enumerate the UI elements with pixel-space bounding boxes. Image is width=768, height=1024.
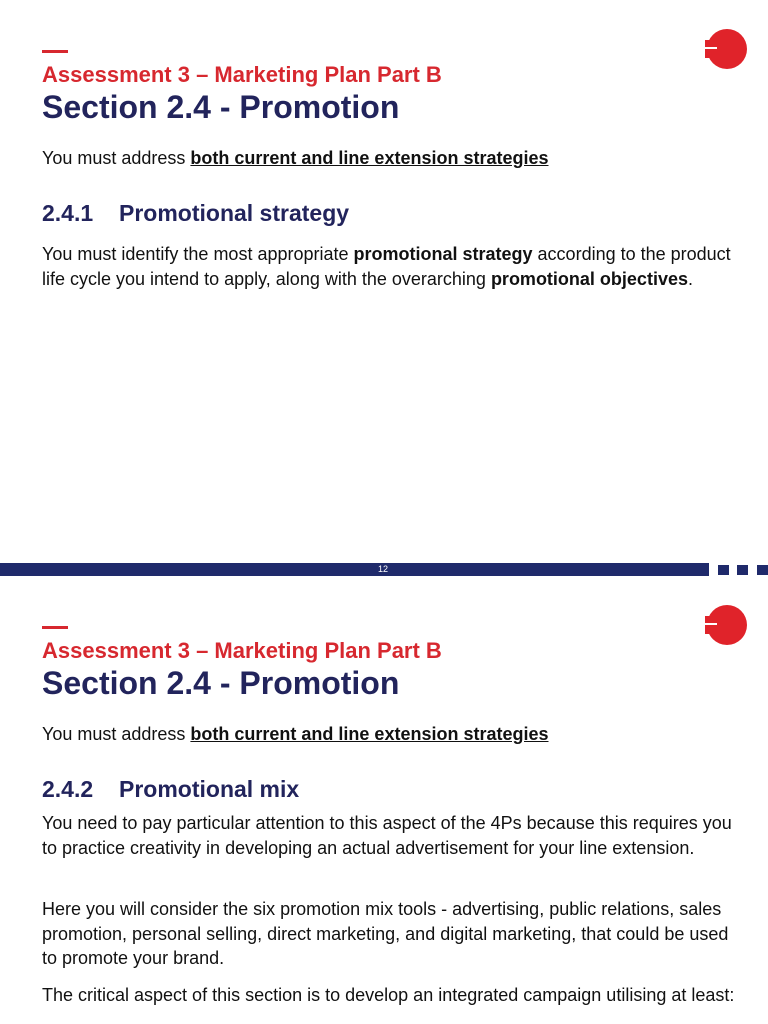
subsection-title: Promotional strategy <box>119 200 350 226</box>
page-number: 12 <box>378 564 389 574</box>
accent-dash <box>42 626 68 629</box>
red-circle-logo-icon <box>702 603 748 647</box>
intro-emphasis: both current and line extension strategies <box>190 148 549 168</box>
red-circle-logo-icon <box>702 27 748 71</box>
subsection-number: 2.4.2 <box>42 776 94 802</box>
text-run: You must identify the most appropriate <box>42 244 354 264</box>
strategy-paragraph <box>42 242 742 291</box>
assessment-kicker: Assessment 3 – Marketing Plan Part B <box>42 62 442 87</box>
footer-square <box>718 565 729 575</box>
subsection-heading <box>42 200 349 227</box>
intro-line <box>42 724 549 745</box>
text-run: according to the product life cycle you intend to apply, along with the overarching <box>42 244 731 289</box>
subsection-title: Promotional mix <box>119 776 300 802</box>
footer-square <box>757 565 768 575</box>
footer-square <box>737 565 748 575</box>
intro-prefix: You must address <box>42 148 191 168</box>
subsection-heading <box>42 776 299 803</box>
page-title: Section 2.4 - Promotion <box>42 665 400 701</box>
page-title: Section 2.4 - Promotion <box>42 89 400 125</box>
intro-line <box>42 148 549 169</box>
intro-prefix: You must address <box>42 724 191 744</box>
subsection-number: 2.4.1 <box>42 200 94 226</box>
mix-paragraph-2: Here you will consider the six promotion mix tools - advertising, public relations, sales promotion, personal selling, direct marketing, and digital marketing, that could be used to promote your brand. <box>42 899 729 968</box>
slide-13 <box>0 578 768 1024</box>
accent-dash <box>42 50 68 53</box>
mix-paragraph-3: The critical aspect of this section is to develop an integrated campaign utilising at least: <box>42 985 735 1005</box>
text-run: . <box>687 268 693 289</box>
assessment-kicker: Assessment 3 – Marketing Plan Part B <box>42 638 442 663</box>
mix-paragraph-1: You need to pay particular attention to this aspect of the 4Ps because this requires you to practice creativity in developing an actual advertisement for your line extension. <box>42 813 732 858</box>
footer-bar <box>0 563 709 576</box>
intro-emphasis: both current and line extension strategies <box>190 724 549 744</box>
emphasis-promotional-strategy: promotional strategy <box>353 244 533 264</box>
emphasis-promotional-objectives: promotional objectives <box>490 268 688 289</box>
